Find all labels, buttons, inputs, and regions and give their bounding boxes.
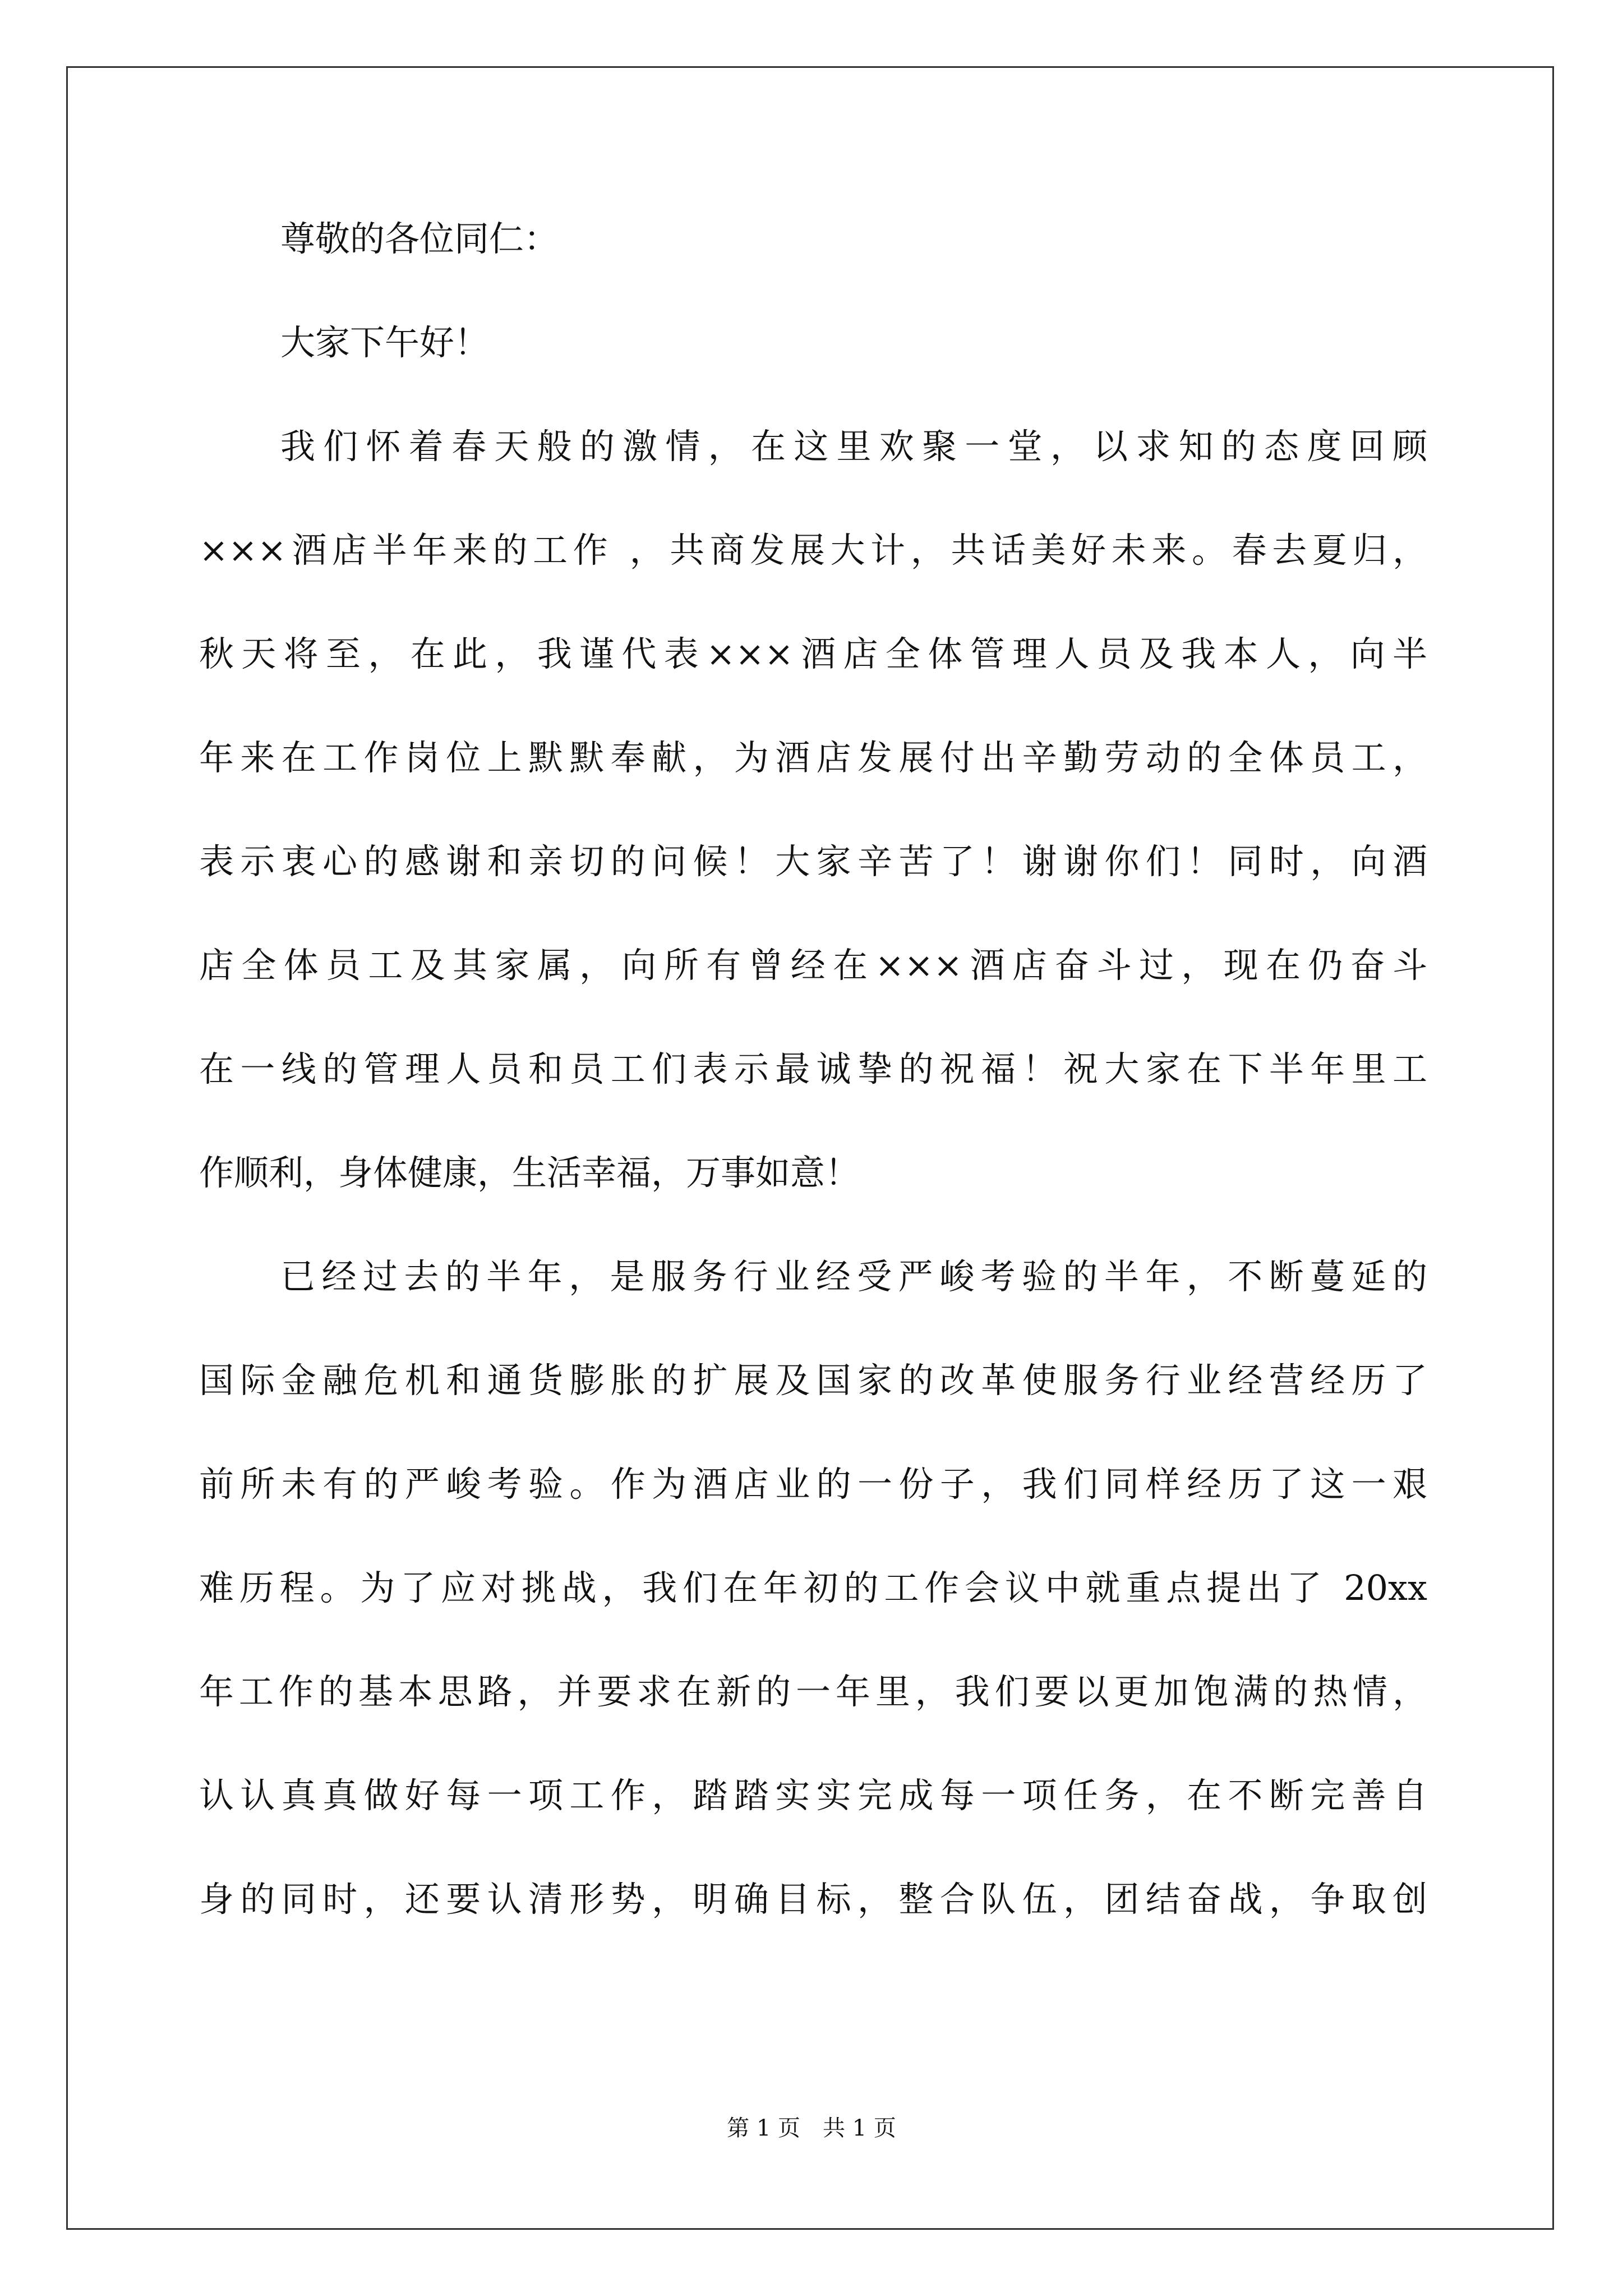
text-line: 年工作的基本思路，并要求在新的一年里，我们要以更加饱满的热情， (199, 1671, 1427, 1712)
text-line: 国际金融危机和通货膨胀的扩展及国家的改革使服务行业经营经历了 (199, 1360, 1427, 1401)
text-line: 难历程。为了应对挑战，我们在年初的工作会议中就重点提出了 20xx (199, 1567, 1427, 1608)
text-line: 作顺利，身体健康，生活幸福，万事如意！ (199, 1152, 860, 1193)
page-footer: 第 1 页 共 1 页 (727, 2115, 896, 2141)
text-line: 我们怀着春天般的激情，在这里欢聚一堂，以求知的态度回顾 (280, 426, 1427, 467)
greeting: 大家下午好！ (280, 322, 490, 363)
text-line: 认认真真做好每一项工作，踏踏实实完成每一项任务，在不断完善自 (199, 1775, 1427, 1816)
text-line: 已经过去的半年，是服务行业经受严峻考验的半年，不断蔓延的 (280, 1256, 1427, 1297)
text-line: 年来在工作岗位上默默奉献，为酒店发展付出辛勤劳动的全体员工， (199, 737, 1427, 778)
text-line: 秋天将至，在此，我谨代表×××酒店全体管理人员及我本人，向半 (199, 633, 1427, 674)
text-line: 表示衷心的感谢和亲切的问候！大家辛苦了！谢谢你们！同时，向酒 (199, 841, 1427, 882)
text-line: ×××酒店半年来的工作 ，共商发展大计，共话美好未来。春去夏归， (199, 530, 1427, 570)
document-body (199, 218, 1427, 1986)
text-line: 身的同时，还要认清形势，明确目标，整合队伍，团结奋战，争取创 (199, 1879, 1427, 1920)
text-line: 前所未有的严峻考验。作为酒店业的一份子，我们同样经历了这一艰 (199, 1464, 1427, 1504)
text-line: 在一线的管理人员和员工们表示最诚挚的祝福！祝大家在下半年里工 (199, 1048, 1427, 1089)
text-line: 店全体员工及其家属，向所有曾经在×××酒店奋斗过，现在仍奋斗 (199, 945, 1427, 986)
salutation: 尊敬的各位同仁： (280, 218, 559, 259)
